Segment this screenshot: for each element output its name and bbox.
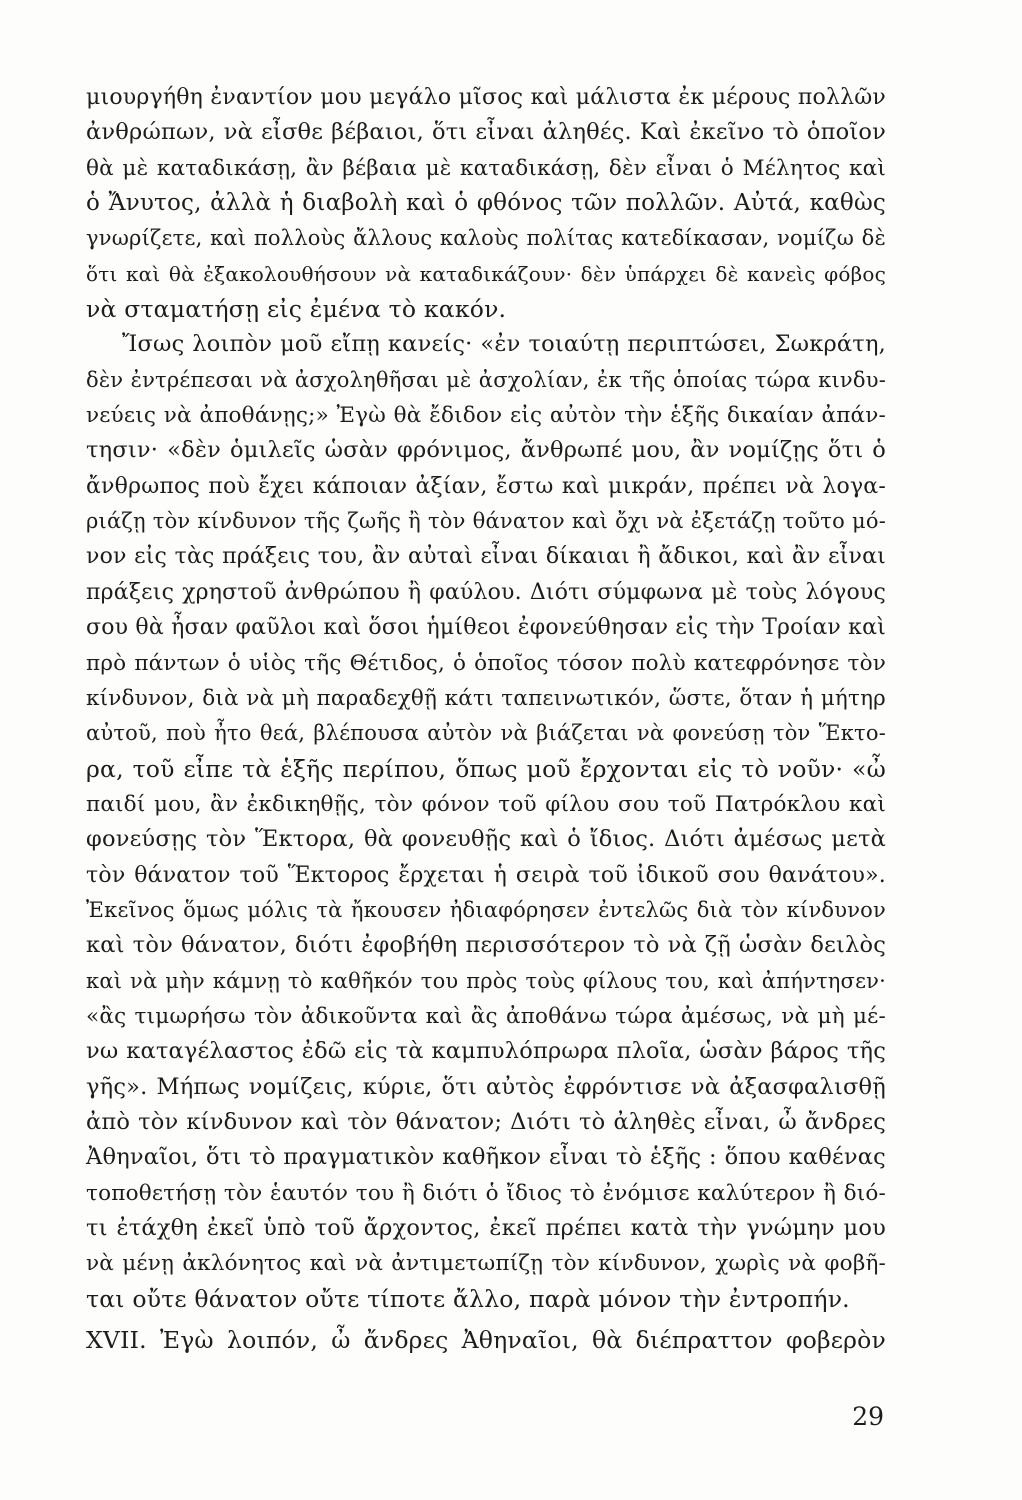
text-line: κίνδυνον, διὰ νὰ μὴ παραδεχθῇ κάτι ταπεινωτικόν, ὥστε, ὅταν ἡ μήτηρ xyxy=(86,685,886,711)
text-line: ρα, τοῦ εἶπε τὰ ἑξῆς περίπου, ὅπως μοῦ ἔρχονται εἰς τὸ νοῦν· «ὦ xyxy=(86,754,886,783)
text-line: νεύεις νὰ ἀποθάνῃς;» Ἐγὼ θὰ ἔδιδον εἰς αὐτὸν τὴν ἑξῆς δικαίαν ἀπάν- xyxy=(86,403,886,429)
text-line: ἀνθρώπων, νὰ εἶσθε βέβαιοι, ὅτι εἶναι ἀληθές. Καὶ ἐκεῖνο τὸ ὁποῖον xyxy=(86,119,886,146)
text-line: μιουργήθη ἐναντίον μου μεγάλο μῖσος καὶ μάλιστα ἐκ μέρους πολλῶν xyxy=(86,85,886,110)
text-line: πράξεις χρηστοῦ ἀνθρώπου ἢ φαύλου. Διότι σύμφωνα μὲ τοὺς λόγους xyxy=(86,579,886,605)
page-number: 29 xyxy=(852,1402,884,1431)
text-line: δὲν ἐντρέπεσαι νὰ ἀσχοληθῆσαι μὲ ἀσχολίαν, ἐκ τῆς ὁποίας τώρα κινδυ- xyxy=(86,367,886,392)
text-line-paragraph-start: Ἴσως λοιπὸν μοῦ εἴπῃ κανείς· «ἐν τοιαύτῃ περιπτώσει, Σωκράτη, xyxy=(122,331,886,358)
text-line: φονεύσῃς τὸν Ἕκτορα, θὰ φονευθῇς καὶ ὁ ἴδιος. Διότι ἀμέσως μετὰ xyxy=(86,826,886,853)
text-line: ὁ Ἄνυτος, ἀλλὰ ἡ διαβολὴ καὶ ὁ φθόνος τῶν πολλῶν. Αὐτά, καθὼς xyxy=(86,190,886,217)
text-line: πρὸ πάντων ὁ υἱὸς τῆς Θέτιδος, ὁ ὁποῖος τόσον πολὺ κατεφρόνησε τὸν xyxy=(86,650,886,676)
text-line: γνωρίζετε, καὶ πολλοὺς ἄλλους καλοὺς πολίτας κατεδίκασαν, νομίζω δὲ xyxy=(86,226,886,251)
text-line: τὸν θάνατον τοῦ Ἕκτορος ἔρχεται ἡ σειρὰ τοῦ ἰδικοῦ σου θανάτου». xyxy=(86,862,886,888)
text-line: θὰ μὲ καταδικάσῃ, ἂν βέβαια μὲ καταδικάσῃ, δὲν εἶναι ὁ Μέλητος καὶ xyxy=(86,155,886,181)
text-line: ὅτι καὶ θὰ ἐξακολουθήσουν νὰ καταδικάζουν· δὲν ὑπάρχει δὲ κανεὶς φόβος xyxy=(86,261,886,286)
text-line-paragraph-end: νὰ σταματήσῃ εἰς ἐμένα τὸ κακόν. xyxy=(86,295,507,324)
text-line-paragraph-end: ται οὔτε θάνατον οὔτε τίποτε ἄλλο, παρὰ μόνον τὴν ἐντροπήν. xyxy=(86,1284,850,1313)
text-line: ἄνθρωπος ποὺ ἔχει κάποιαν ἀξίαν, ἔστω καὶ μικράν, πρέπει νὰ λογα- xyxy=(86,473,886,499)
text-line: νω καταγέλαστος ἐδῶ εἰς τὰ καμπυλόπρωρα πλοῖα, ὡσὰν βάρος τῆς xyxy=(86,1038,886,1065)
text-line: τοποθετήσῃ τὸν ἑαυτόν του ἢ διότι ὁ ἴδιος τὸ ἐνόμισε καλύτερον ἢ διό- xyxy=(86,1180,886,1206)
text-line: σου θὰ ἦσαν φαῦλοι καὶ ὅσοι ἡμίθεοι ἐφονεύθησαν εἰς τὴν Τροίαν καὶ xyxy=(86,615,887,641)
text-line: ἀπὸ τὸν κίνδυνον καὶ τὸν θάνατον; Διότι τὸ ἀληθὲς εἶναι, ὦ ἄνδρες xyxy=(86,1108,886,1135)
body-text xyxy=(86,80,886,1358)
text-line: αὐτοῦ, ποὺ ἦτο θεά, βλέπουσα αὐτὸν νὰ βιάζεται νὰ φονεύσῃ τὸν Ἕκτο- xyxy=(86,721,886,746)
text-line: παιδί μου, ἂν ἐκδικηθῇς, τὸν φόνον τοῦ φίλου σου τοῦ Πατρόκλου καὶ xyxy=(86,791,886,817)
text-line: ριάζῃ τὸν κίνδυνον τῆς ζωῆς ἢ τὸν θάνατον καὶ ὄχι νὰ ἐξετάζῃ τοῦτο μό- xyxy=(86,509,886,534)
text-line: καὶ νὰ μὴν κάμνῃ τὸ καθῆκόν του πρὸς τοὺς φίλους του, καὶ ἀπήντησεν· xyxy=(86,968,886,993)
text-line: Ἐκεῖνος ὅμως μόλις τὰ ἤκουσεν ἠδιαφόρησεν ἐντελῶς διὰ τὸν κίνδυνον xyxy=(86,897,886,922)
text-line: τησιν· «δὲν ὁμιλεῖς ὡσὰν φρόνιμος, ἄνθρωπέ μου, ἂν νομίζῃς ὅτι ὁ xyxy=(86,437,886,464)
section-start-line: XVII. Ἐγὼ λοιπόν, ὦ ἄνδρες Ἀθηναῖοι, θὰ διέπραττον φοβερὸν xyxy=(86,1326,886,1355)
text-line: νον εἰς τὰς πράξεις του, ἂν αὐταὶ εἶναι δίκαιαι ἢ ἄδικοι, καὶ ἂν εἶναι xyxy=(86,544,886,570)
text-line: καὶ τὸν θάνατον, διότι ἐφοβήθη περισσότερον τὸ νὰ ζῇ ὡσὰν δειλὸς xyxy=(86,932,886,959)
text-line: γῆς». Μήπως νομίζεις, κύριε, ὅτι αὐτὸς ἐφρόντισε νὰ ἀξασφαλισθῇ xyxy=(86,1073,886,1100)
text-line: Ἀθηναῖοι, ὅτι τὸ πραγματικὸν καθῆκον εἶναι τὸ ἑξῆς : ὅπου καθένας xyxy=(86,1144,886,1171)
text-line: νὰ μένῃ ἀκλόνητος καὶ νὰ ἀντιμετωπίζῃ τὸν κίνδυνον, χωρὶς νὰ φοβῆ- xyxy=(86,1251,886,1277)
text-line: τι ἐτάχθη ἐκεῖ ὑπὸ τοῦ ἄρχοντος, ἐκεῖ πρέπει κατὰ τὴν γνώμην μου xyxy=(86,1215,886,1241)
text-line: «ἂς τιμωρήσω τὸν ἀδικοῦντα καὶ ἂς ἀποθάνω τώρα ἀμέσως, νὰ μὴ μέ- xyxy=(86,1003,886,1029)
